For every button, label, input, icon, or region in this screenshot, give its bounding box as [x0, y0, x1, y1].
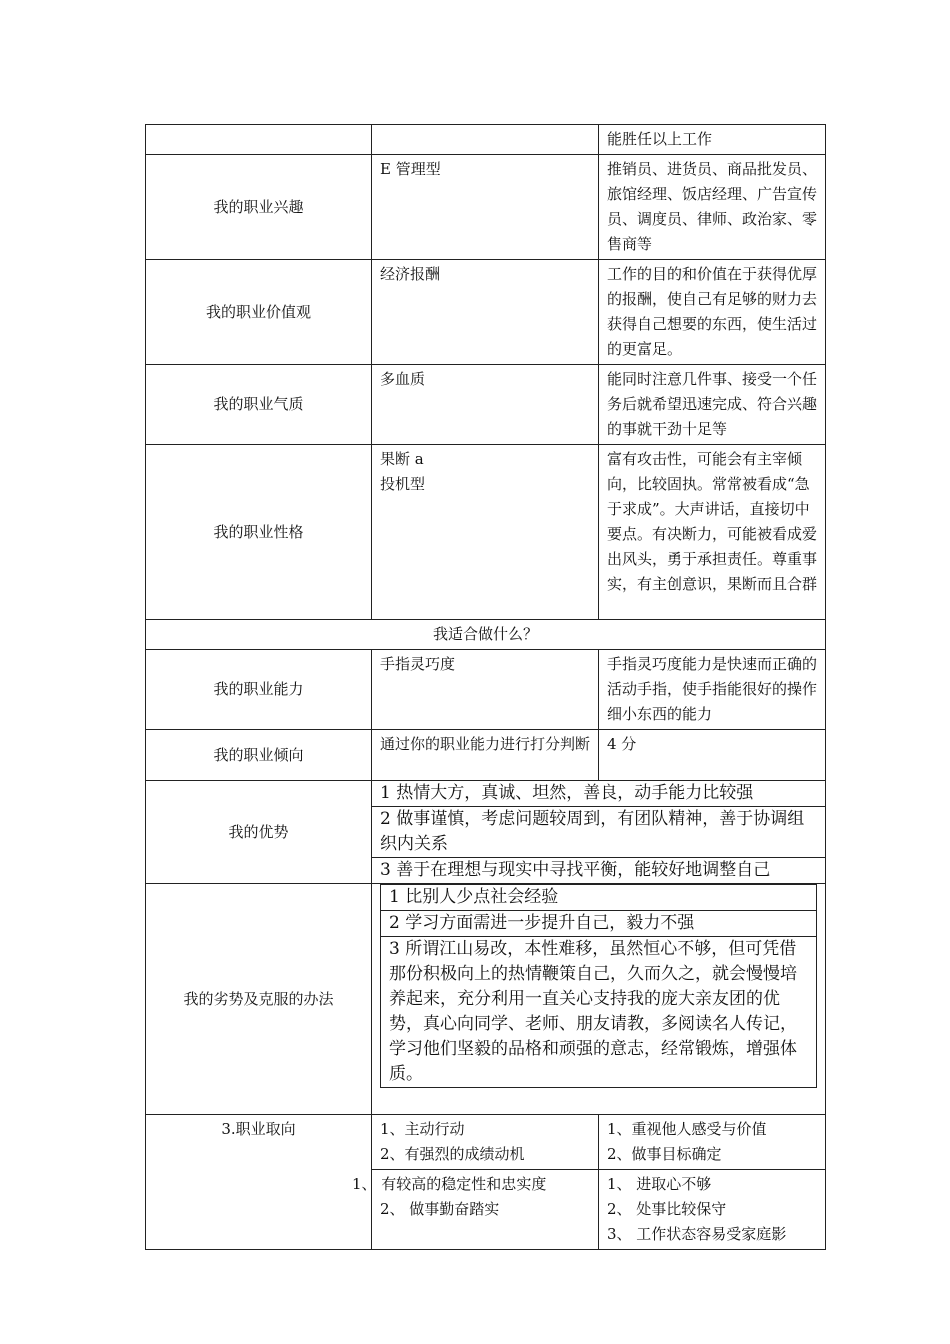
empty-cell: [372, 125, 599, 155]
section-heading: 我适合做什么？: [146, 620, 826, 650]
values-label: 我的职业价值观: [146, 260, 372, 365]
temperament-desc: 能同时注意几件事、接受一个任务后就希望迅速完成、符合兴趣的事就干劲十足等: [599, 365, 826, 445]
table-row: [146, 365, 826, 445]
table-row: [146, 781, 826, 884]
orientation-label: 3.职业取向: [146, 1115, 372, 1250]
orientation-item: 1、重视他人感受与价值: [607, 1120, 767, 1138]
strengths-label: 我的优势: [146, 781, 372, 884]
orientation-item: 3、 工作状态容易受家庭影: [607, 1225, 787, 1243]
table-row: [146, 884, 826, 1115]
orientation-item: 1、 有较高的稳定性和忠实度: [352, 1175, 547, 1193]
weakness-item: 3 所谓江山易改，本性难移，虽然恒心不够，但可凭借那份积极向上的热情鞭策自己，久而久之，就会慢慢培养起来，充分利用一直关心支持我的庞大亲友团的优势，真心向同学、老师、朋友请教，多阅读名人传记，学习他们坚毅的品格和顽强的意志，经常锻炼，增强体质。: [381, 937, 817, 1088]
table-row: [146, 260, 826, 365]
temperament-type: 多血质: [372, 365, 599, 445]
empty-cell: [146, 125, 372, 155]
career-table: [145, 124, 826, 1250]
table-row: [146, 445, 826, 620]
orientation-cell: [352, 1170, 599, 1250]
table-row: [146, 125, 826, 155]
orientation-item: 2、 做事勤奋踏实: [380, 1200, 500, 1218]
continued-text: 能胜任以上工作: [599, 125, 826, 155]
table-row: [146, 620, 826, 650]
orientation-cell: [372, 1115, 599, 1170]
personality-desc: 富有攻击性，可能会有主宰倾向，比较固执。常常被看成“急于求成”。大声讲话，直接切中要点。有决断力，可能被看成爱出风头，勇于承担责任。尊重事实，有主创意识，果断而且合群: [599, 445, 826, 620]
table-row: [146, 650, 826, 730]
orientation-item: 2、做事目标确定: [607, 1145, 722, 1163]
interest-desc: 推销员、进货员、商品批发员、旅馆经理、饭店经理、广告宣传员、调度员、律师、政治家、零售商等: [599, 155, 826, 260]
interest-label: 我的职业兴趣: [146, 155, 372, 260]
tendency-type: 通过你的职业能力进行打分判断: [372, 730, 599, 781]
ability-type: 手指灵巧度: [372, 650, 599, 730]
temperament-label: 我的职业气质: [146, 365, 372, 445]
values-desc: 工作的目的和价值在于获得优厚的报酬，使自己有足够的财力去获得自己想要的东西，使生活过的更富足。: [599, 260, 826, 365]
tendency-score: 4 分: [599, 730, 826, 781]
table-row: [146, 730, 826, 781]
orientation-item: 2、 处事比较保守: [607, 1200, 727, 1218]
orientation-cell: [599, 1115, 826, 1170]
weaknesses-cell: [372, 884, 826, 1115]
strength-item: 1 热情大方，真诚、坦然，善良，动手能力比较强: [372, 781, 825, 807]
orientation-item: 2、有强烈的成绩动机: [380, 1145, 525, 1163]
values-type: 经济报酬: [372, 260, 599, 365]
personality-type: [372, 445, 599, 620]
weaknesses-list: [380, 884, 817, 1088]
personality-label: 我的职业性格: [146, 445, 372, 620]
personality-type-line: 果断 a: [380, 450, 424, 468]
interest-type: E 管理型: [372, 155, 599, 260]
ability-label: 我的职业能力: [146, 650, 372, 730]
table-row: [146, 1115, 826, 1170]
weaknesses-label: 我的劣势及克服的办法: [146, 884, 372, 1115]
personality-type-line: 投机型: [380, 475, 426, 493]
strength-item: 2 做事谨慎，考虑问题较周到，有团队精神，善于协调组织内关系: [372, 807, 825, 858]
orientation-cell: [599, 1170, 826, 1250]
ability-desc: 手指灵巧度能力是快速而正确的活动手指，使手指能很好的操作细小东西的能力: [599, 650, 826, 730]
tendency-label: 我的职业倾向: [146, 730, 372, 781]
orientation-item: 1、主动行动: [380, 1120, 465, 1138]
strengths-list: [372, 781, 826, 884]
orientation-item: 1、 进取心不够: [607, 1175, 712, 1193]
strength-item: 3 善于在理想与现实中寻找平衡，能较好地调整自己: [380, 860, 771, 880]
weakness-item: 2 学习方面需进一步提升自己，毅力不强: [381, 911, 817, 937]
table-row: [146, 155, 826, 260]
weakness-item: 1 比别人少点社会经验: [381, 885, 817, 911]
